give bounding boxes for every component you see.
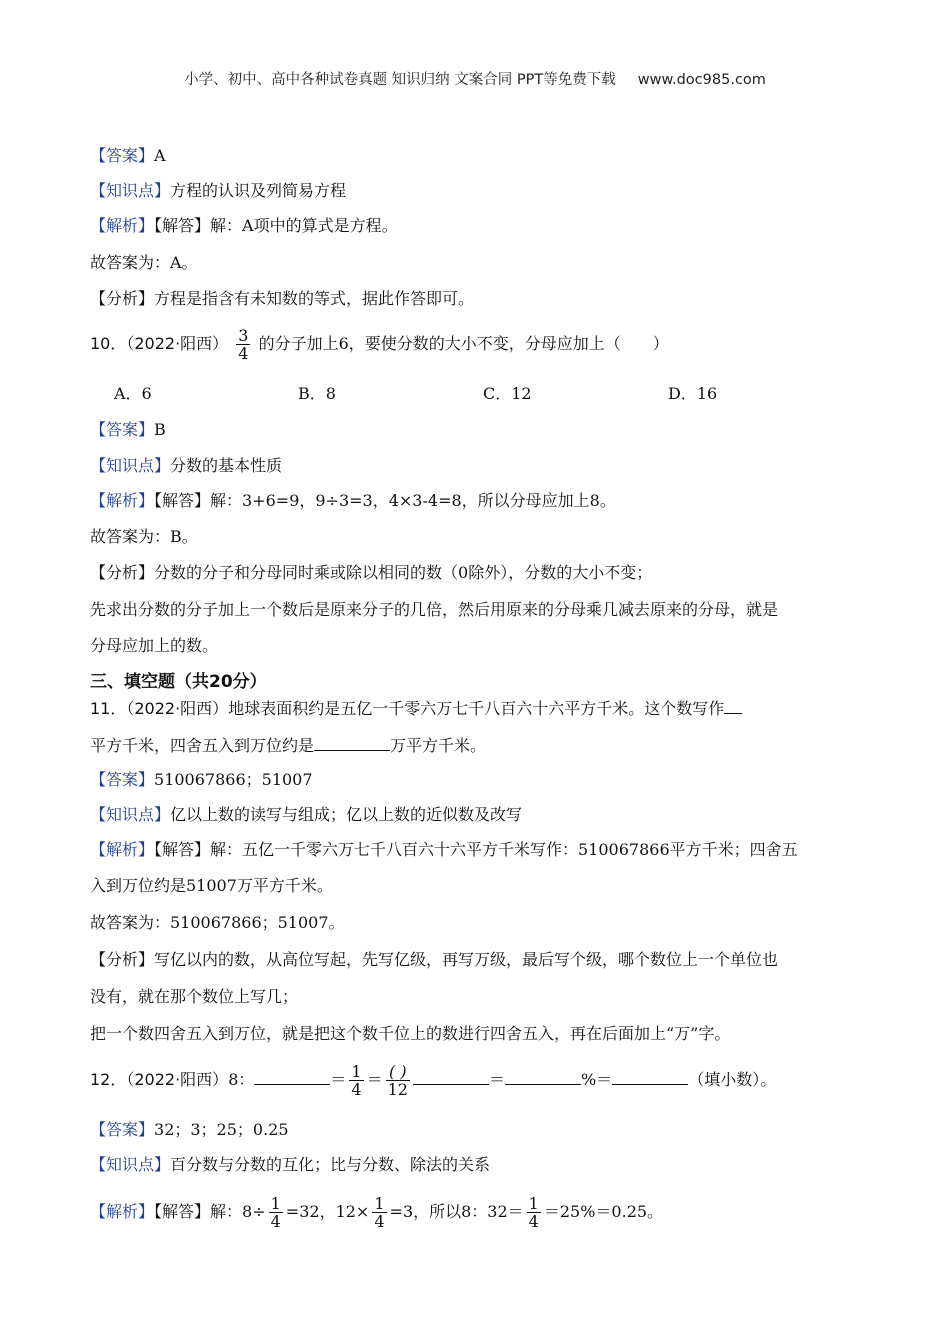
q9-final: 故答案为：A。 — [90, 253, 198, 272]
q12-ana-fraction-1: $\frac{1}{4}$ — [270, 1194, 281, 1231]
q11-answer: 【答案】510067866；51007 — [90, 770, 313, 789]
q10-option-a: A．6 — [114, 384, 152, 403]
q11-fenxi-3: 把一个数四舍五入到万位，就是把这个数千位上的数进行四舍五入，再在后面加上“万”字。 — [90, 1024, 731, 1043]
q12-fraction-2: $\frac{( )}{12}$ — [387, 1062, 408, 1099]
q12-ana-fraction-2: $\frac{1}{4}$ — [374, 1194, 385, 1231]
q12-blank-2[interactable] — [413, 1069, 489, 1085]
page-header — [0, 68, 950, 89]
q11-final: 故答案为：510067866；51007。 — [90, 913, 345, 932]
q11-fenxi-2: 没有，就在那个数位上写几； — [90, 987, 299, 1006]
q10-stem: 10．（2022·阳西） $\frac{3}{4}$ 的分子加上6，要使分数的大小不变，分母应加上（ ） — [90, 326, 669, 363]
q10-knowledge: 【知识点】分数的基本性质 — [90, 456, 283, 475]
q10-option-c: C．12 — [483, 384, 532, 403]
q10-fenxi-3: 分母应加上的数。 — [90, 636, 219, 655]
q9-analysis: 【解析】【解答】解：A项中的算式是方程。 — [90, 216, 398, 235]
q9-fenxi: 【分析】方程是指含有未知数的等式，据此作答即可。 — [90, 289, 475, 308]
q11-analysis-2: 入到万位约是51007万平方千米。 — [90, 876, 333, 895]
q10-fenxi-1: 【分析】分数的分子和分母同时乘或除以相同的数（0除外），分数的大小不变； — [90, 563, 653, 582]
q10-option-d: D．16 — [668, 384, 718, 403]
q11-analysis-1: 【解析】【解答】解：五亿一千零六万七千八百六十六平方千米写作：510067866平方千米；四舍五 — [90, 840, 798, 859]
q10-fenxi-2: 先求出分数的分子加上一个数后是原来分子的几倍，然后用原来的分母乘几减去原来的分母，就是 — [90, 600, 779, 619]
q10-analysis: 【解析】【解答】解：3+6=9，9÷3=3，4×3-4=8，所以分母应加上8。 — [90, 491, 616, 510]
q11-stem-1: 11．（2022·阳西）地球表面积约是五亿一千零六万七千八百六十六平方千米。这个数写作 — [90, 698, 742, 719]
q10-fraction: $\frac{3}{4}$ — [238, 326, 249, 363]
section-title: 三、填空题（共20分） — [90, 672, 267, 692]
q12-analysis: 【解析】【解答】解：8÷ $\frac{1}{4}$ =32，12× $\frac{1}{4}$ =3，所以8：32＝ $\frac{1}{4}$ ＝25%＝0.25。 — [90, 1194, 664, 1231]
q12-blank-4[interactable] — [612, 1069, 688, 1085]
q10-final: 故答案为：B。 — [90, 527, 198, 546]
q12-answer: 【答案】32；3；25；0.25 — [90, 1120, 289, 1139]
q10-option-b: B．8 — [298, 384, 336, 403]
q11-fenxi-1: 【分析】写亿以内的数，从高位写起，先写亿级，再写万级，最后写个级，哪个数位上一个单位也 — [90, 950, 779, 969]
q9-answer: 【答案】A — [90, 146, 166, 165]
q12-blank-1[interactable] — [254, 1069, 330, 1085]
header-url[interactable]: www.doc985.com — [637, 72, 766, 88]
q10-answer: 【答案】B — [90, 420, 166, 439]
q11-knowledge: 【知识点】亿以上数的读写与组成；亿以上数的近似数及改写 — [90, 805, 523, 824]
header-text: 小学、初中、高中各种试卷真题 知识归纳 文案合同 PPT等免费下载 — [184, 72, 616, 88]
q12-fraction-1: $\frac{1}{4}$ — [351, 1062, 362, 1099]
q11-blank-1[interactable] — [724, 698, 742, 714]
q9-knowledge: 【知识点】方程的认识及列简易方程 — [90, 181, 347, 200]
q12-blank-3[interactable] — [505, 1069, 581, 1085]
q12-stem: 12．（2022·阳西）8： ＝ $\frac{1}{4}$ ＝ $\frac{( )}{12}$ ＝ %＝ （填小数）。 — [90, 1062, 777, 1099]
q11-stem-2: 平方千米，四舍五入到万位约是 万平方千米。 — [90, 736, 487, 755]
q12-knowledge: 【知识点】百分数与分数的互化；比与分数、除法的关系 — [90, 1155, 491, 1174]
q11-blank-2[interactable] — [314, 735, 390, 751]
q12-ana-fraction-3: $\frac{1}{4}$ — [528, 1194, 539, 1231]
